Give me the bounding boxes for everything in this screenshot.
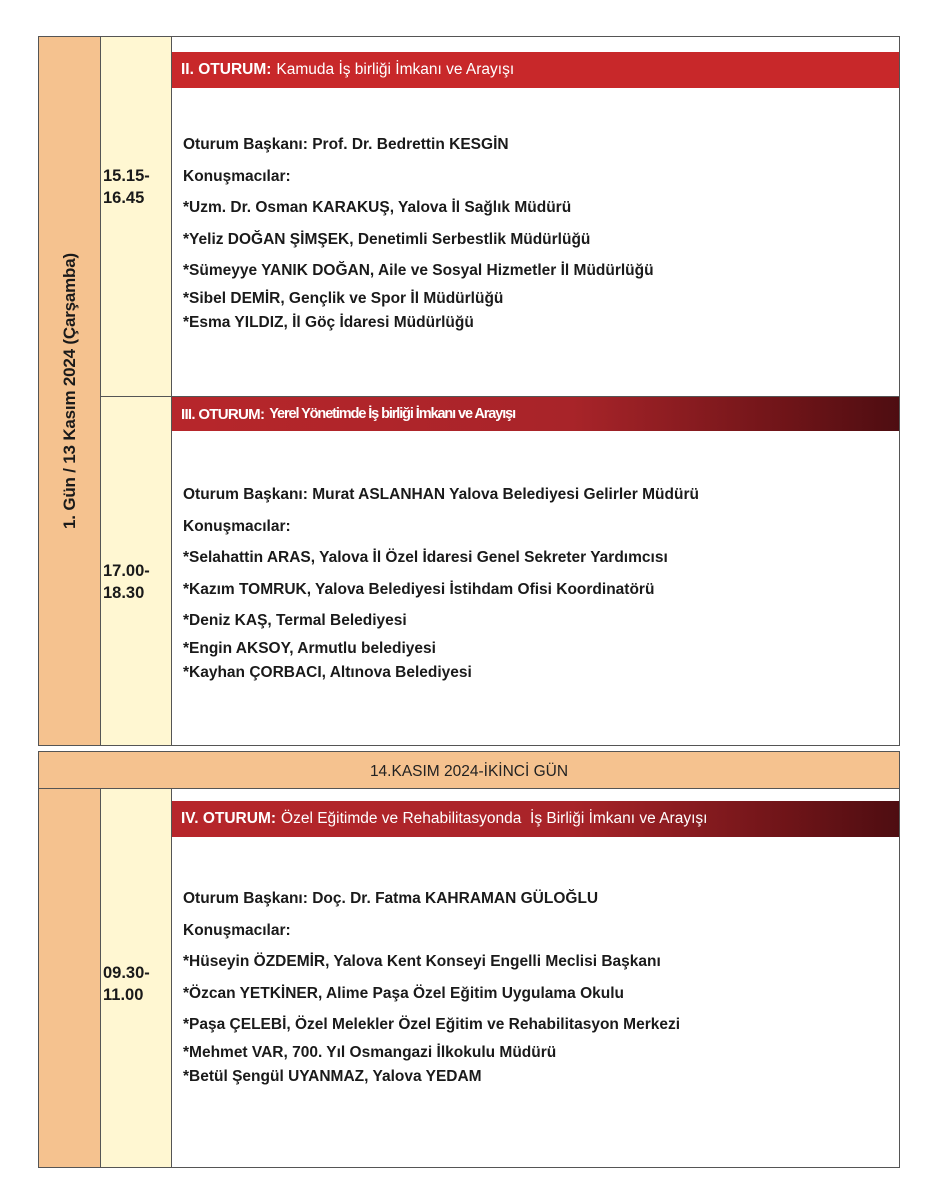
session4-content — [171, 788, 900, 1168]
session2-title: Kamuda İş birliği İmkanı ve Arayışı — [276, 61, 515, 78]
chair-label: Oturum Başkanı: — [183, 136, 308, 153]
speaker-item: *Uzm. Dr. Osman KARAKUŞ, Yalova İl Sağlık Müdürü — [183, 199, 572, 216]
speaker-item: *Sümeyye YANIK DOĞAN, Aile ve Sosyal Hizmetler İl Müdürlüğü — [183, 262, 654, 279]
session3-time-end: 18.30 — [103, 584, 145, 602]
speakers-label: Konuşmacılar: — [183, 921, 291, 939]
session3-title-prefix: III. OTURUM: — [181, 405, 265, 423]
chair-label: Oturum Başkanı: — [183, 890, 308, 907]
day1-label: 1. Gün / 13 Kasım 2024 (Çarşamba) — [59, 253, 79, 529]
day2-banner-text: 14.KASIM 2024-İKİNCİ GÜN — [369, 763, 569, 780]
session3-chair: Murat ASLANHAN Yalova Belediyesi Gelirler Müdürü — [312, 486, 699, 503]
session2-content — [171, 36, 900, 397]
session2-time-start: 15.15- — [103, 167, 150, 185]
session4-chair: Doç. Dr. Fatma KAHRAMAN GÜLOĞLU — [312, 890, 599, 907]
session4-title: Özel Eğitimde ve Rehabilitasyonda İş Birliği İmkanı ve Arayışı — [281, 810, 708, 827]
session4-time-cell — [100, 788, 172, 1168]
session2-chair-line — [183, 129, 889, 161]
speaker-item: *Hüseyin ÖZDEMİR, Yalova Kent Konseyi Engelli Meclisi Başkanı — [183, 953, 661, 970]
session2-chair: Prof. Dr. Bedrettin KESGİN — [312, 136, 509, 153]
speaker-item: *Selahattin ARAS, Yalova İl Özel İdaresi Genel Sekreter Yardımcısı — [183, 549, 668, 566]
speaker-item: *Kayhan ÇORBACI, Altınova Belediyesi — [183, 663, 472, 681]
chair-label: Oturum Başkanı: — [183, 486, 308, 503]
speaker-item: *Paşa ÇELEBİ, Özel Melekler Özel Eğitim ve Rehabilitasyon Merkezi — [183, 1016, 681, 1033]
speaker-item: *Kazım TOMRUK, Yalova Belediyesi İstihdam Ofisi Koordinatörü — [183, 580, 655, 598]
session3-header — [172, 397, 899, 431]
speaker-item: *Betül Şengül UYANMAZ, Yalova YEDAM — [183, 1067, 482, 1085]
session2-time-cell — [100, 36, 172, 397]
day1-label-column — [38, 36, 101, 746]
speaker-item: *Sibel DEMİR, Gençlik ve Spor İl Müdürlüğü — [183, 289, 504, 307]
session4-time-start: 09.30- — [103, 964, 150, 982]
session2-header — [172, 52, 899, 88]
day2-label-column — [38, 788, 101, 1168]
speaker-item: *Mehmet VAR, 700. Yıl Osmangazi İlkokulu Müdürü — [183, 1043, 557, 1061]
speaker-item: *Engin AKSOY, Armutlu belediyesi — [183, 639, 436, 657]
speakers-label: Konuşmacılar: — [183, 517, 291, 535]
speaker-item: *Yeliz DOĞAN ŞİMŞEK, Denetimli Serbestlik Müdürlüğü — [183, 230, 591, 248]
session3-content — [171, 396, 900, 746]
session3-time-start: 17.00- — [103, 562, 150, 580]
session4-chair-line — [183, 883, 889, 915]
session2-time-end: 16.45 — [103, 189, 145, 207]
session3-chair-line — [183, 479, 889, 511]
session3-title: Yerel Yönetimde İş birliği İmkanı ve Arayışı — [269, 406, 516, 422]
speaker-item: *Özcan YETKİNER, Alime Paşa Özel Eğitim Uygulama Okulu — [183, 984, 625, 1002]
session3-time-cell — [100, 396, 172, 746]
session4-title-prefix: IV. OTURUM: — [181, 810, 277, 827]
session4-time-end: 11.00 — [103, 986, 144, 1004]
session4-header — [172, 801, 899, 837]
speaker-item: *Esma YILDIZ, İl Göç İdaresi Müdürlüğü — [183, 313, 474, 331]
day2-banner — [38, 751, 900, 793]
session2-title-prefix: II. OTURUM: — [181, 61, 272, 78]
speaker-item: *Deniz KAŞ, Termal Belediyesi — [183, 612, 407, 629]
speakers-label: Konuşmacılar: — [183, 167, 291, 185]
